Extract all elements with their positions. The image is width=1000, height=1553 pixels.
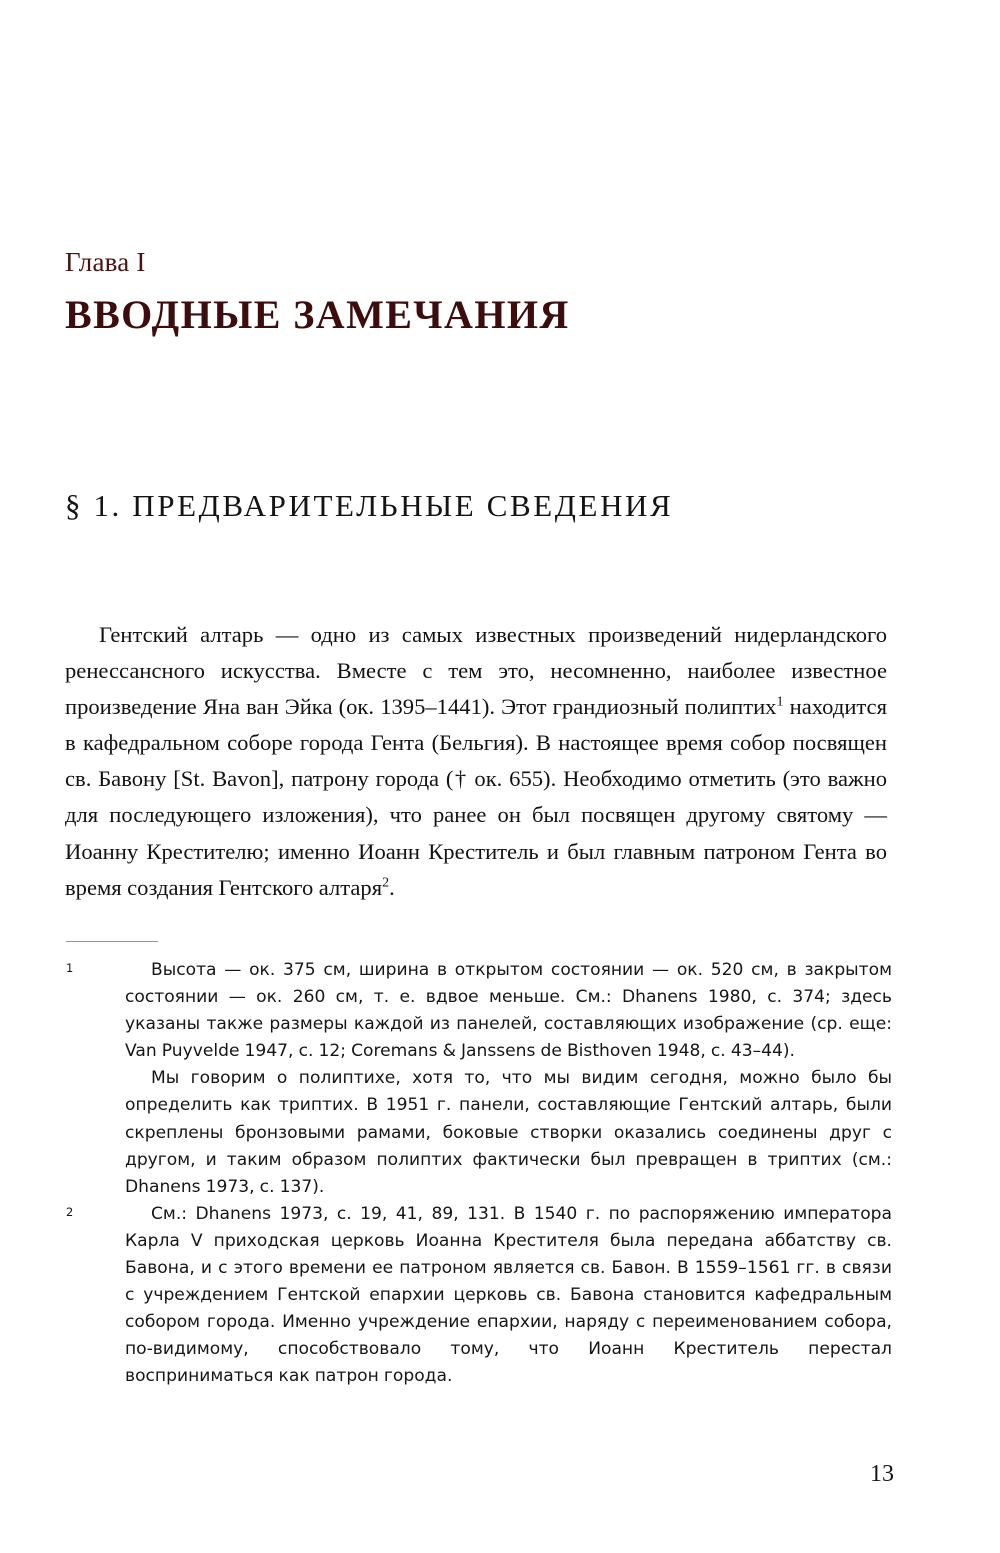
page-number: 13 [870,1461,894,1487]
footnote-paragraph: См.: Dhanens 1973, с. 19, 41, 89, 131. В 1540 г. по распоряжению императора Карла V приходская церковь Иоанна Крестителя была передана аббатству св. Бавона, и с этого времени ее патроном является св. Бавон. В 1559–1561 гг. в связи с учреждением Гентской епархии церковь св. Бавона становится кафедральным собором города. Именно учреждение епархии, наряду с переименованием собора, по-видимому, способствовало тому, что Иоанн Креститель перестал восприниматься как патрон города. [125,1203,892,1387]
section-heading: § 1. ПРЕДВАРИТЕЛЬНЫЕ СВЕДЕНИЯ [65,488,674,523]
footnote-item [66,957,892,1201]
body-text-part-1: Гентский алтарь — одно из самых известных произведений нидерландского ренессансного искусства. Вместе с тем это, несомненно, наиболее известное произведение Яна ван Эйка (ок. 1395–1441). Этот грандиозный полиптих [65,622,887,720]
footnote-reference-2[interactable]: 2 [382,875,390,891]
footnote-paragraph: Мы говорим о полиптихе, хотя то, что мы видим сегодня, можно было бы определить как триптих. В 1951 г. панели, составляющие Гентский алтарь, были скреплены бронзовыми рамами, боковые створки оказались соединены друг с другом, и таким образом полиптих фактически был превращен в триптих (см.: Dhanens 1973, с. 137). [125,1068,892,1197]
body-text-area [65,617,887,906]
body-text-part-2: находится в кафедральном соборе города Гента (Бельгия). В настоящее время собор посвящен св. Бавону [St. Bavon], патрону города († ок. 655). Необходимо отметить (это важно для последующего изложения), что ранее он был посвящен другому святому — Иоанну Крестителю; именно Иоанн Креститель и был главным патроном Гента во время создания Гентского алтаря [65,694,887,900]
footnote-marker: 2 [66,1204,74,1219]
body-text-part-3: . [389,874,395,900]
chapter-title: ВВОДНЫЕ ЗАМЕЧАНИЯ [65,292,570,338]
footnote-area [66,957,892,1391]
footnote-paragraph: Высота — ок. 375 см, ширина в открытом состоянии — ок. 520 см, в закрытом состоянии — ок. 260 см, т. е. вдвое меньше. См.: Dhanens 1980, с. 374; здесь указаны также размеры каждой из панелей, составляющих изображение (ср. еще: Van Puyvelde 1947, с. 12; Coremans & Janssens de Bisthoven 1948, с. 43–44). [125,960,892,1062]
chapter-label: Глава I [65,247,146,277]
body-paragraph [65,617,887,906]
footnote-item [66,1201,892,1391]
footnote-marker: 1 [66,961,74,975]
chapter-header [65,248,895,336]
footnote-reference-1[interactable]: 1 [776,694,784,710]
footnote-separator-rule [66,941,158,942]
